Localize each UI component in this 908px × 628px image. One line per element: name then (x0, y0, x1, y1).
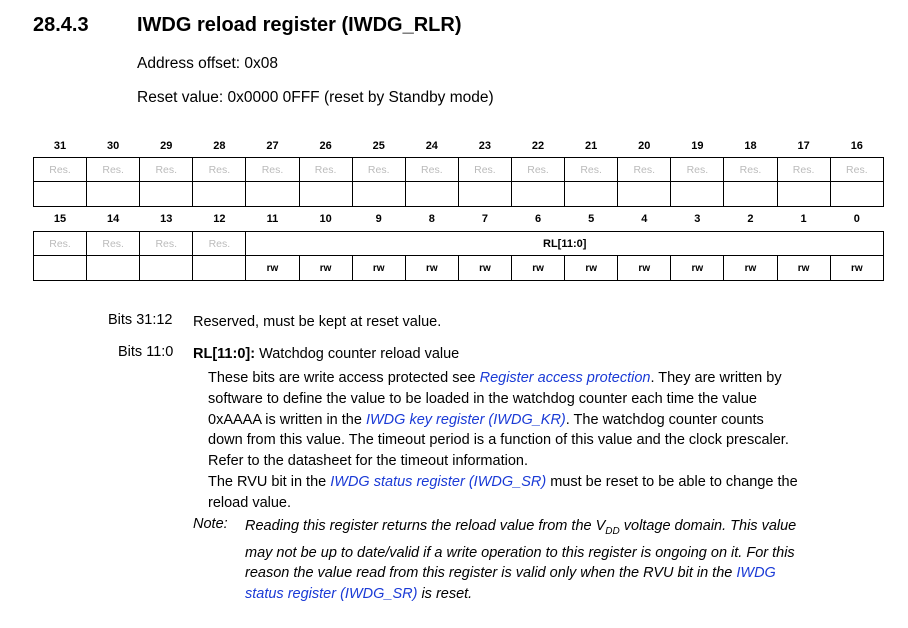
reserved-bit-16: Res. (830, 158, 883, 182)
reserved-bit-28: Res. (193, 158, 246, 182)
bit-number-19: 19 (691, 140, 704, 152)
bit-number-5: 5 (588, 213, 595, 225)
access-rw-bit-4: rw (618, 256, 671, 281)
field-summary: Watchdog counter reload value (259, 346, 460, 362)
bit-number-31: 31 (53, 140, 67, 152)
access-empty-19 (671, 182, 724, 207)
desc-line-7: reload value. (208, 494, 292, 511)
reserved-bit-19: Res. (671, 158, 724, 182)
access-rw-bit-2: rw (724, 256, 777, 281)
access-empty-13 (140, 256, 193, 281)
access-rw-bit-7: rw (458, 256, 511, 281)
bit-number-11: 11 (266, 213, 279, 225)
bit-number-22: 22 (531, 140, 545, 152)
access-empty-30 (87, 182, 140, 207)
bit-number-29: 29 (160, 140, 173, 152)
access-empty-16 (830, 182, 883, 207)
access-empty-27 (246, 182, 299, 207)
access-empty-28 (193, 182, 246, 207)
access-rw-bit-1: rw (777, 256, 830, 281)
field-name: RL[11:0]: (193, 346, 256, 362)
access-empty-25 (352, 182, 405, 207)
access-rw-bit-5: rw (565, 256, 618, 281)
address-offset: Address offset: 0x08 (137, 55, 279, 72)
note-vdd-subscript: DD (605, 525, 620, 537)
note-iwdg-sr-link[interactable]: status register (IWDG_SR) (245, 586, 418, 603)
access-rw-bit-11: rw (246, 256, 299, 281)
section-heading (33, 14, 461, 37)
reserved-bit-24: Res. (405, 158, 458, 182)
bits-11-0-label: Bits 11:0 (118, 344, 174, 360)
reserved-bit-17: Res. (777, 158, 830, 182)
access-empty-21 (565, 182, 618, 207)
high-access-row (34, 182, 884, 207)
low-bit-numbers-row (34, 207, 884, 232)
bit-number-10: 10 (319, 213, 332, 225)
bit-number-8: 8 (428, 213, 435, 225)
bit-number-27: 27 (266, 140, 279, 152)
bit-number-16: 16 (850, 140, 863, 152)
access-rw-bit-8: rw (405, 256, 458, 281)
section-number: 28.4.3 (33, 14, 89, 36)
reserved-bit-31: Res. (34, 158, 87, 182)
reserved-bit-15: Res. (34, 232, 87, 256)
bit-number-18: 18 (744, 140, 757, 152)
bit-number-0: 0 (853, 213, 860, 225)
bit-number-13: 13 (160, 213, 173, 225)
bit-number-17: 17 (797, 140, 810, 152)
desc-line-4: down from this value. The timeout period is a function of this value and the clock prescaler. (208, 432, 789, 449)
bit-number-24: 24 (425, 140, 438, 152)
bit-number-3: 3 (694, 213, 701, 225)
access-empty-17 (777, 182, 830, 207)
access-rw-bit-9: rw (352, 256, 405, 281)
reserved-bit-26: Res. (299, 158, 352, 182)
iwdg-kr-link[interactable]: IWDG key register (IWDG_KR) (365, 411, 566, 428)
access-rw-bit-6: rw (511, 256, 564, 281)
reserved-bit-30: Res. (87, 158, 140, 182)
iwdg-sr-link[interactable]: IWDG status register (IWDG_SR) (330, 473, 547, 490)
reserved-bit-29: Res. (140, 158, 193, 182)
note-line-1a: Reading this register returns the reload value from the V (245, 518, 606, 534)
note-text (245, 516, 796, 605)
bits-11-0-description (208, 368, 798, 514)
bits-11-0-heading (193, 344, 459, 365)
access-empty-12 (193, 256, 246, 281)
reserved-bit-21: Res. (565, 158, 618, 182)
access-empty-23 (458, 182, 511, 207)
note-label: Note: (193, 516, 228, 532)
access-empty-20 (618, 182, 671, 207)
bits-31-12-label: Bits 31:12 (108, 312, 173, 328)
bit-number-15: 15 (53, 213, 67, 225)
access-empty-14 (87, 256, 140, 281)
desc-line-1b: . They are written by (650, 370, 782, 386)
reserved-bit-27: Res. (246, 158, 299, 182)
reserved-bit-23: Res. (458, 158, 511, 182)
bit-number-28: 28 (213, 140, 226, 152)
reserved-bit-18: Res. (724, 158, 777, 182)
bit-number-30: 30 (107, 140, 120, 152)
bit-number-21: 21 (585, 140, 598, 152)
reserved-bit-22: Res. (511, 158, 564, 182)
access-rw-bit-10: rw (299, 256, 352, 281)
desc-line-6b: must be reset to be able to change the (546, 473, 798, 490)
bit-number-6: 6 (534, 213, 542, 225)
high-bit-numbers-row (34, 135, 884, 158)
bit-number-20: 20 (638, 140, 651, 152)
note-line-1b: voltage domain. This value (619, 518, 797, 534)
desc-line-5: Refer to the datasheet for the timeout information. (208, 453, 528, 470)
note-iwdg-link-start[interactable]: IWDG (736, 565, 776, 582)
access-empty-22 (511, 182, 564, 207)
rl-field: RL[11:0] (246, 232, 884, 256)
access-empty-26 (299, 182, 352, 207)
desc-line-1a: These bits are write access protected see (208, 370, 480, 386)
register-bit-table (33, 135, 884, 281)
bit-number-1: 1 (800, 213, 807, 225)
bit-number-4: 4 (641, 213, 648, 225)
access-rw-bit-0: rw (830, 256, 883, 281)
section-title: IWDG reload register (IWDG_RLR) (137, 14, 462, 36)
desc-line-2: software to define the value to be loaded in the watchdog counter each time the value (208, 390, 757, 407)
reserved-bit-25: Res. (352, 158, 405, 182)
reset-value: Reset value: 0x0000 0FFF (reset by Standby mode) (137, 89, 494, 106)
bit-number-7: 7 (481, 213, 488, 225)
note-line-3a: reason the value read from this register is valid only when the RVU bit in the (245, 565, 737, 582)
note-line-2: may not be up to date/valid if a write operation to this register is ongoing on it. For this (245, 544, 795, 561)
bit-number-2: 2 (747, 213, 754, 225)
bit-number-9: 9 (375, 213, 382, 225)
access-empty-18 (724, 182, 777, 207)
low-field-row (34, 232, 884, 256)
bits-31-12-text: Reserved, must be kept at reset value. (193, 314, 442, 330)
bit-number-26: 26 (319, 140, 332, 152)
desc-line-6a: The RVU bit in the (208, 473, 331, 490)
access-empty-15 (34, 256, 87, 281)
reserved-bit-20: Res. (618, 158, 671, 182)
reserved-bit-12: Res. (193, 232, 246, 256)
desc-line-3b: . The watchdog counter counts (565, 411, 764, 428)
bit-number-14: 14 (107, 213, 120, 225)
reserved-bit-14: Res. (87, 232, 140, 256)
register-access-protection-link[interactable]: Register access protection (479, 370, 651, 386)
access-empty-31 (34, 182, 87, 207)
access-empty-24 (405, 182, 458, 207)
access-rw-bit-3: rw (671, 256, 724, 281)
bit-number-12: 12 (213, 213, 226, 225)
high-reserved-row (34, 158, 884, 182)
access-empty-29 (140, 182, 193, 207)
low-access-row (34, 256, 884, 281)
bit-number-25: 25 (372, 140, 385, 152)
desc-line-3a: 0xAAAA is written in the (208, 411, 366, 428)
reserved-bit-13: Res. (140, 232, 193, 256)
bit-number-23: 23 (478, 140, 492, 152)
note-line-4b: is reset. (417, 586, 473, 603)
